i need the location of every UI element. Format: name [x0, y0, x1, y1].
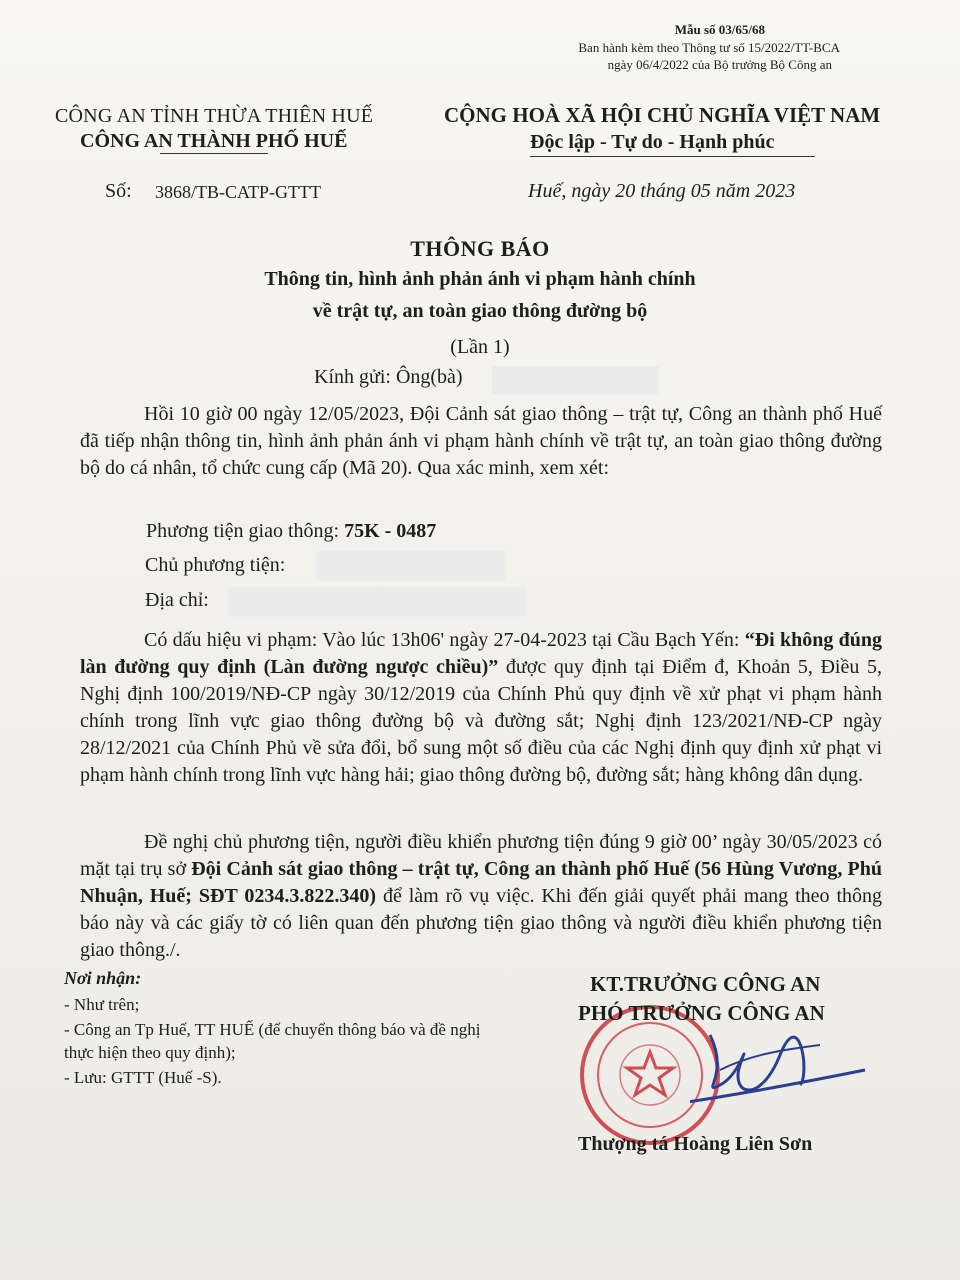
recipient-item: - Lưu: GTTT (Huế -S). — [64, 1068, 222, 1087]
attempt-number: (Lần 1) — [450, 336, 510, 358]
violation-legal-basis: được quy định tại Điểm đ, Khoản 5, Điều 5, Nghị định 100/2019/NĐ-CP ngày 30/12/2019 của Chính Phủ quy định về xử phạt vi phạm hành chính trong lĩnh vực giao thông đường bộ và đường sắt; Nghị định 123/2021/NĐ-CP ngày 28/12/2021 của Chính Phủ về sửa đổi, bổ sung một số điều của các Nghị định quy định xử phạt vi phạm hành chính trong lĩnh vực hàng hải; giao thông đường bộ, đường sắt; hàng không dân dụng. — [80, 656, 882, 786]
violation-intro: Có dấu hiệu vi phạm: Vào lúc 13h06' ngày 27-04-2023 tại Cầu Bạch Yến: — [144, 629, 745, 651]
signature-title-1: KT.TRƯỞNG CÔNG AN — [590, 972, 821, 996]
motto-underline — [530, 156, 815, 157]
reference-number: 3868/TB-CATP-GTTT — [155, 182, 321, 202]
request-paragraph — [80, 829, 882, 964]
form-issued-line-2: ngày 06/4/2022 của Bộ trưởng Bộ Công an — [607, 57, 832, 72]
request-instructions: để làm rõ vụ việc. Khi đến giải quyết phải mang theo thông báo này và các giấy tờ có liên quan đến phương tiện giao thông và người điều khiển phương tiện giao thông./. — [80, 885, 883, 961]
national-motto: Độc lập - Tự do - Hạnh phúc — [530, 131, 775, 153]
handwritten-signature — [690, 1015, 870, 1125]
violation-paragraph — [80, 627, 882, 789]
reference-label: Số: — [105, 180, 132, 202]
document-title: THÔNG BÁO — [410, 236, 550, 261]
issuer-line-2: CÔNG AN THÀNH PHỐ HUẾ — [80, 130, 348, 152]
vehicle-label: Phương tiện giao thông: — [146, 520, 345, 542]
address-label: Địa chỉ: — [145, 589, 209, 611]
vehicle-line — [146, 520, 436, 543]
request-intro: Đề nghị chủ phương tiện, người điều khiển phương tiện đúng 9 giờ 00’ ngày 30/05/2023 có mặt tại trụ sở — [80, 831, 882, 880]
intro-paragraph: Hồi 10 giờ 00 ngày 12/05/2023, Đội Cảnh sát giao thông – trật tự, Công an thành phố Huế đã tiếp nhận thông tin, hình ảnh phản ánh vi phạm hành chính về trật tự, an toàn giao thông đường bộ do cá nhân, tổ chức cung cấp (Mã 20). Qua xác minh, xem xét: — [80, 403, 882, 479]
redacted-addressee — [492, 366, 659, 394]
recipient-item: - Như trên; — [64, 995, 140, 1014]
issuer-line-1: CÔNG AN TỈNH THỪA THIÊN HUẾ — [55, 105, 374, 127]
signer-name: Thượng tá Hoàng Liên Sơn — [578, 1133, 813, 1155]
vehicle-plate: 75K - 0487 — [344, 520, 437, 542]
signature-title-2: PHÓ TRƯỞNG CÔNG AN — [578, 1001, 825, 1025]
redacted-address — [228, 587, 526, 617]
owner-label: Chủ phương tiện: — [145, 554, 286, 576]
recipient-item: - Công an Tp Huế, TT HUẾ (để chuyển thông báo và đề nghị thực hiện theo quy định); — [64, 1020, 481, 1062]
document-subtitle-2: về trật tự, an toàn giao thông đường bộ — [312, 300, 648, 322]
national-title: CỘNG HOÀ XÃ HỘI CHỦ NGHĨA VIỆT NAM — [444, 103, 881, 127]
place-date: Huế, ngày 20 tháng 05 năm 2023 — [528, 180, 796, 202]
form-issued-line-1: Ban hành kèm theo Thông tư số 15/2022/TT-BCA — [578, 40, 840, 55]
request-location: Đội Cảnh sát giao thông – trật tự, Công an thành phố Huế (56 Hùng Vương, Phú Nhuận, Huế; SĐT 0234.3.822.340) — [80, 858, 883, 907]
document-subtitle-1: Thông tin, hình ảnh phản ánh vi phạm hành chính — [264, 268, 696, 290]
issuer-underline — [160, 153, 268, 154]
form-number: Mẫu số 03/65/68 — [674, 22, 765, 37]
violation-description: “Đi không đúng làn đường quy định (Làn đường ngược chiều)” — [80, 629, 882, 678]
addressee-label: Kính gửi: Ông(bà) — [314, 366, 463, 388]
redacted-owner — [316, 551, 506, 581]
recipients-title: Nơi nhận: — [64, 968, 142, 988]
